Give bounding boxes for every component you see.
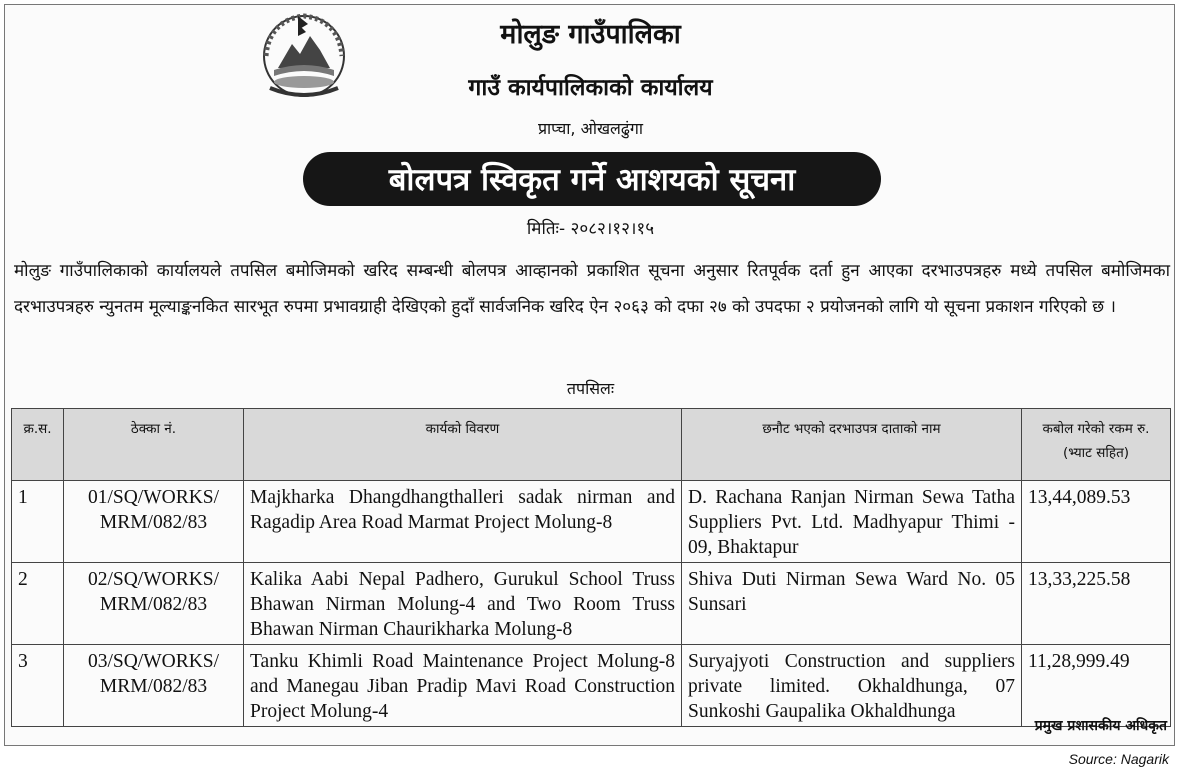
contract-no-line1: 02/SQ/WORKS/: [87, 569, 220, 590]
signatory: प्रमुख प्रशासकीय अधिकृत: [1034, 718, 1167, 734]
table-row: [12, 481, 1171, 563]
cell-contract-no: [64, 645, 244, 727]
header-contract-no: ठेक्का नं.: [64, 409, 244, 481]
cell-work-desc: Kalika Aabi Nepal Padhero, Gurukul School Truss Bhawan Nirman Molung-4 and Two Room Truss Bhawan Nirman Chaurikharka Molung-8: [244, 563, 682, 645]
table-header-row: [12, 409, 1171, 481]
contract-no-line1: 01/SQ/WORKS/: [87, 487, 220, 508]
contract-no-line1: 03/SQ/WORKS/: [87, 651, 220, 672]
table-row: [12, 563, 1171, 645]
header-amount-line1: कबोल गरेको रकम रु.: [1042, 421, 1150, 437]
cell-contract-no: [64, 481, 244, 563]
cell-contract-no: [64, 563, 244, 645]
header-amount-line2: (भ्याट सहित): [1062, 445, 1130, 461]
cell-amount: 13,33,225.58: [1022, 563, 1171, 645]
cell-work-desc: Majkharka Dhangdhangthalleri sadak nirman and Ragadip Area Road Marmat Project Molung-8: [244, 481, 682, 563]
cell-sn: 1: [12, 481, 64, 563]
cell-amount: 11,28,999.49: [1022, 645, 1171, 727]
header-sn: क्र.स.: [12, 409, 64, 481]
notice-title-text: बोलपत्र स्विकृत गर्ने आशयको सूचना: [388, 162, 796, 198]
cell-bidder: Suryajyoti Construction and suppliers private limited. Okhaldhunga, 07 Sunkoshi Gaupalika Okhaldhunga: [682, 645, 1022, 727]
table-row: [12, 645, 1171, 727]
contract-no-line2: MRM/082/83: [99, 676, 208, 697]
cell-sn: 2: [12, 563, 64, 645]
section-label: तपसिलः: [566, 379, 615, 398]
contract-no-line2: MRM/082/83: [99, 594, 208, 615]
source-credit: Source: Nagarik: [1068, 751, 1169, 767]
cell-bidder: Shiva Duti Nirman Sewa Ward No. 05 Sunsari: [682, 563, 1022, 645]
tender-table: [11, 408, 1171, 727]
notice-body: मोलुङ गाउँपालिकाको कार्यालयले तपसिल बमोजिमको खरिद सम्बन्धी बोलपत्र आव्हानको प्रकाशित सूचना अनुसार रितपूर्वक दर्ता हुन आएका दरभाउपत्रहरु मध्ये तपसिल बमोजिमका दरभाउपत्रहरु न्युनतम मूल्याङ्कनकित सारभूत रुपमा प्रभावग्राही देखिएको हुदाँ सार्वजनिक खरिद ऐन २०६३ को दफा २७ को उपदफा २ प्रयोजनको लागि यो सूचना प्रकाशन गरिएको छ ।: [14, 261, 1170, 317]
header-bidder: छनौट भएको दरभाउपत्र दाताको नाम: [682, 409, 1022, 481]
cell-amount: 13,44,089.53: [1022, 481, 1171, 563]
cell-sn: 3: [12, 645, 64, 727]
address: प्राप्चा, ओखलढुंगा: [537, 119, 644, 138]
cell-work-desc: Tanku Khimli Road Maintenance Project Molung-8 and Manegau Jiban Pradip Mavi Road Construction Project Molung-4: [244, 645, 682, 727]
header-work-desc: कार्यको विवरण: [244, 409, 682, 481]
cell-bidder: D. Rachana Ranjan Nirman Sewa Tatha Suppliers Pvt. Ltd. Madhyapur Thimi - 09, Bhaktapur: [682, 481, 1022, 563]
contract-no-line2: MRM/082/83: [99, 512, 208, 533]
office-name: गाउँ कार्यपालिकाको कार्यालय: [468, 75, 713, 101]
header-amount: [1022, 409, 1171, 481]
notice-date: मितिः- २०८२।१२।१५: [526, 219, 655, 239]
notice-title: [303, 152, 881, 206]
org-name: मोलुङ गाउँपालिका: [500, 19, 681, 50]
